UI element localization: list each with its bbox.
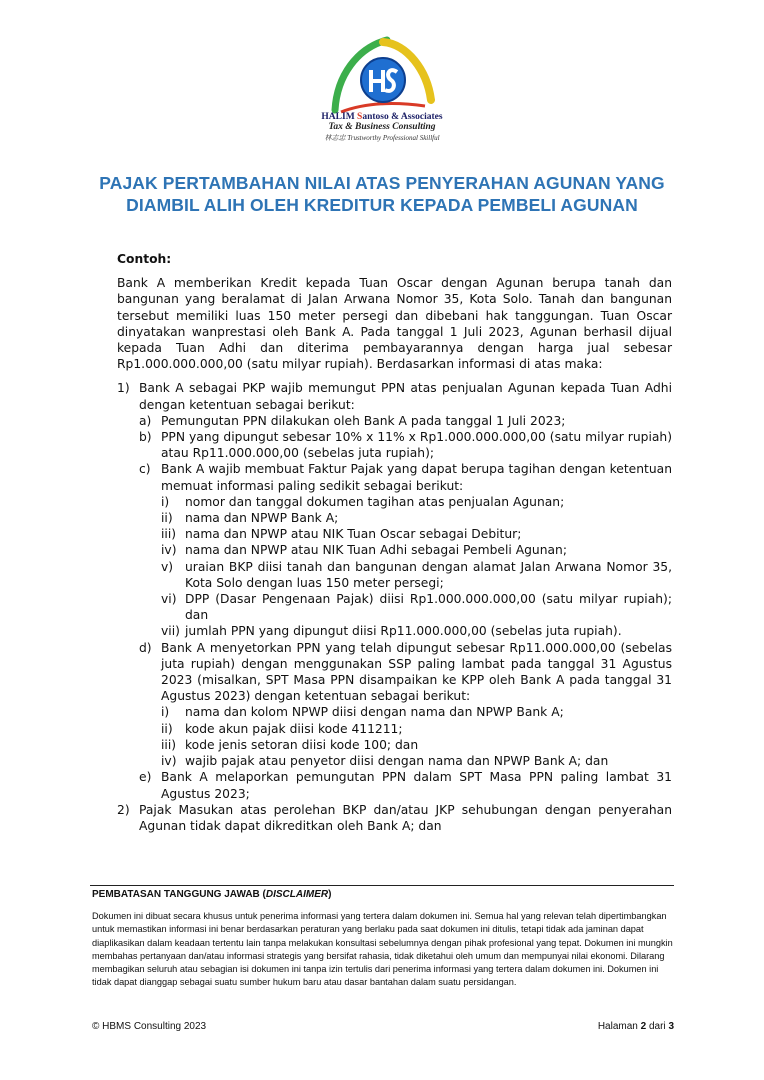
list-item-text: Bank A wajib membuat Faktur Pajak yang dapat berupa tagihan dengan ketentuan memuat informasi paling sedikit sebagai berikut: [161, 462, 672, 493]
list-marker: v) [161, 559, 174, 574]
sub-sub-list-item [161, 559, 672, 591]
list-marker: e) [139, 770, 152, 785]
sub-list-item [139, 413, 672, 429]
list-item-text: nomor dan tanggal dokumen tagihan atas penjualan Agunan; [185, 494, 565, 509]
list-item-text: Bank A menyetorkan PPN yang telah dipungut sebesar Rp11.000.000,00 (sebelas juta rupiah) dengan menggunakan SSP paling lambat pada tanggal 31 Agustus 2023 (misalkan, SPT Masa PPN disampaikan ke KPP oleh Bank A pada tanggal 31 Agustus 2023) dengan ketentuan sebagai berikut: [161, 640, 672, 704]
sub-sub-list-item [161, 623, 672, 639]
list-marker: d) [139, 640, 152, 655]
logo-subtitle: Tax & Business Consulting [328, 122, 436, 132]
sub-sub-list-item [161, 753, 672, 769]
sub-list-item [139, 769, 672, 801]
list-item-text: nama dan NPWP atau NIK Tuan Oscar sebagai Debitur; [185, 527, 522, 542]
list-marker: 1) [117, 381, 130, 396]
sub-sub-list-item [161, 704, 672, 720]
logo-tagline: 林志忠 Trustworthy Professional Skillful [324, 134, 440, 142]
list-marker: iv) [161, 543, 177, 558]
sub-sub-list-item [161, 494, 672, 510]
disclaimer-body: Dokumen ini dibuat secara khusus untuk penerima informasi yang tertera dalam dokumen ini. Semua hal yang relevan telah dipertimbangkan untuk memastikan informasi ini benar berdasarkan peraturan yang berlaku pada saat dokumen ini ditulis, tetapi tidak ada jaminan dapat diaplikasikan dalam keadaan tertentu lain tanpa melakukan konsultasi sebelumnya dengan pihak profesional yang tepat. Dokumen ini mungkin membahas pertanyaan dan/atau informasi strategis yang bersifat rahasia, tidak diketahui oleh umum dan mempunyai nilai ekonomi. Dilarang membagikan seluruh atau sebagian isi dokumen ini tanpa izin tertulis dari penerima informasi yang tertera dalam dokumen ini. Dokumen ini tidak dapat dianggap sebagai suatu sumber hukum baru atau dasar bantahan dalam suatu persidangan. [92, 911, 673, 988]
list-item-text: nama dan NPWP Bank A; [185, 511, 339, 526]
sub-list-item [139, 640, 672, 770]
footer-copyright: © HBMS Consulting 2023 [92, 1021, 207, 1032]
document-body [117, 251, 672, 834]
list-marker: i) [161, 705, 170, 720]
list-item-text: Pajak Masukan atas perolehan BKP dan/atau JKP sehubungan dengan penyerahan Agunan tidak dapat dikreditkan oleh Bank A; dan [139, 802, 672, 833]
sub-list-item [139, 429, 672, 461]
list-item-text: uraian BKP diisi tanah dan bangunan dengan alamat Jalan Arwana Nomor 35, Kota Solo dengan luas 150 meter persegi; [185, 559, 672, 590]
list-item-text: DPP (Dasar Pengenaan Pajak) diisi Rp1.000.000.000,00 (satu milyar rupiah); dan [185, 592, 672, 623]
list-item-text: nama dan kolom NPWP diisi dengan nama dan NPWP Bank A; [185, 705, 564, 720]
sub-sub-list-item [161, 526, 672, 542]
list-marker: ii) [161, 721, 173, 736]
sub-sub-list-item [161, 510, 672, 526]
list-marker: vii) [161, 624, 180, 639]
list-item-text: nama dan NPWP atau NIK Tuan Adhi sebagai Pembeli Agunan; [185, 543, 567, 558]
logo-mark-icon [327, 36, 437, 114]
list-marker: 2) [117, 802, 130, 817]
sub-sub-list-item [161, 542, 672, 558]
sub-sub-list [161, 494, 672, 640]
list-marker: iii) [161, 737, 177, 752]
sub-list-item [139, 461, 672, 639]
list-item-text: PPN yang dipungut sebesar 10% x 11% x Rp1.000.000.000,00 (satu milyar rupiah) atau Rp11.000.000,00 (sebelas juta rupiah); [161, 430, 672, 461]
list-item-text: Bank A melaporkan pemungutan PPN dalam SPT Masa PPN paling lambat 31 Agustus 2023; [161, 770, 672, 801]
sub-list [139, 413, 672, 802]
logo [0, 36, 764, 143]
list-item-text: kode akun pajak diisi kode 411211; [185, 721, 403, 736]
example-heading: Contoh: [117, 252, 172, 266]
sub-sub-list [161, 704, 672, 769]
list-marker: iii) [161, 527, 177, 542]
list-item [117, 380, 672, 801]
sub-sub-list-item [161, 737, 672, 753]
document-title: PAJAK PERTAMBAHAN NILAI ATAS PENYERAHAN AGUNAN YANG DIAMBIL ALIH OLEH KREDITUR KEPADA PEMBELI AGUNAN [99, 173, 665, 215]
numbered-list [117, 380, 672, 834]
list-item-text: kode jenis setoran diisi kode 100; dan [185, 737, 419, 752]
list-item [117, 802, 672, 834]
list-marker: i) [161, 494, 170, 509]
footer-page-number: Halaman 2 dari 3 [597, 1021, 674, 1032]
sub-sub-list-item [161, 591, 672, 623]
intro-paragraph: Bank A memberikan Kredit kepada Tuan Oscar dengan Agunan berupa tanah dan bangunan yang beralamat di Jalan Arwana Nomor 35, Kota Solo. Tanah dan bangunan tersebut memiliki luas 150 meter persegi dan dibebani hak tanggungan. Tuan Oscar dinyatakan wanprestasi oleh Bank A. Pada tanggal 1 Juli 2023, Agunan berhasil dijual kepada Tuan Adhi dan diterima pembayarannya dengan harga jual sebesar Rp1.000.000.000,00 (satu milyar rupiah). Berdasarkan informasi di atas maka: [117, 276, 672, 372]
list-marker: vi) [161, 592, 177, 607]
list-marker: iv) [161, 754, 177, 769]
list-item-text: Pemungutan PPN dilakukan oleh Bank A pada tanggal 1 Juli 2023; [161, 413, 566, 428]
disclaimer-divider [90, 885, 674, 886]
sub-sub-list-item [161, 721, 672, 737]
list-item-text: wajib pajak atau penyetor diisi dengan nama dan NPWP Bank A; dan [185, 754, 609, 769]
logo-firm-name: HALIM Santoso & Associates [321, 112, 443, 122]
list-item-text: jumlah PPN yang dipungut diisi Rp11.000.000,00 (sebelas juta rupiah). [185, 624, 622, 639]
list-marker: a) [139, 413, 152, 428]
list-marker: c) [139, 462, 151, 477]
list-item-text: Bank A sebagai PKP wajib memungut PPN atas penjualan Agunan kepada Tuan Adhi dengan ketentuan sebagai berikut: [139, 381, 672, 412]
disclaimer-heading: PEMBATASAN TANGGUNG JAWAB (DISCLAIMER) [92, 889, 332, 900]
list-marker: ii) [161, 511, 173, 526]
list-marker: b) [139, 430, 152, 445]
